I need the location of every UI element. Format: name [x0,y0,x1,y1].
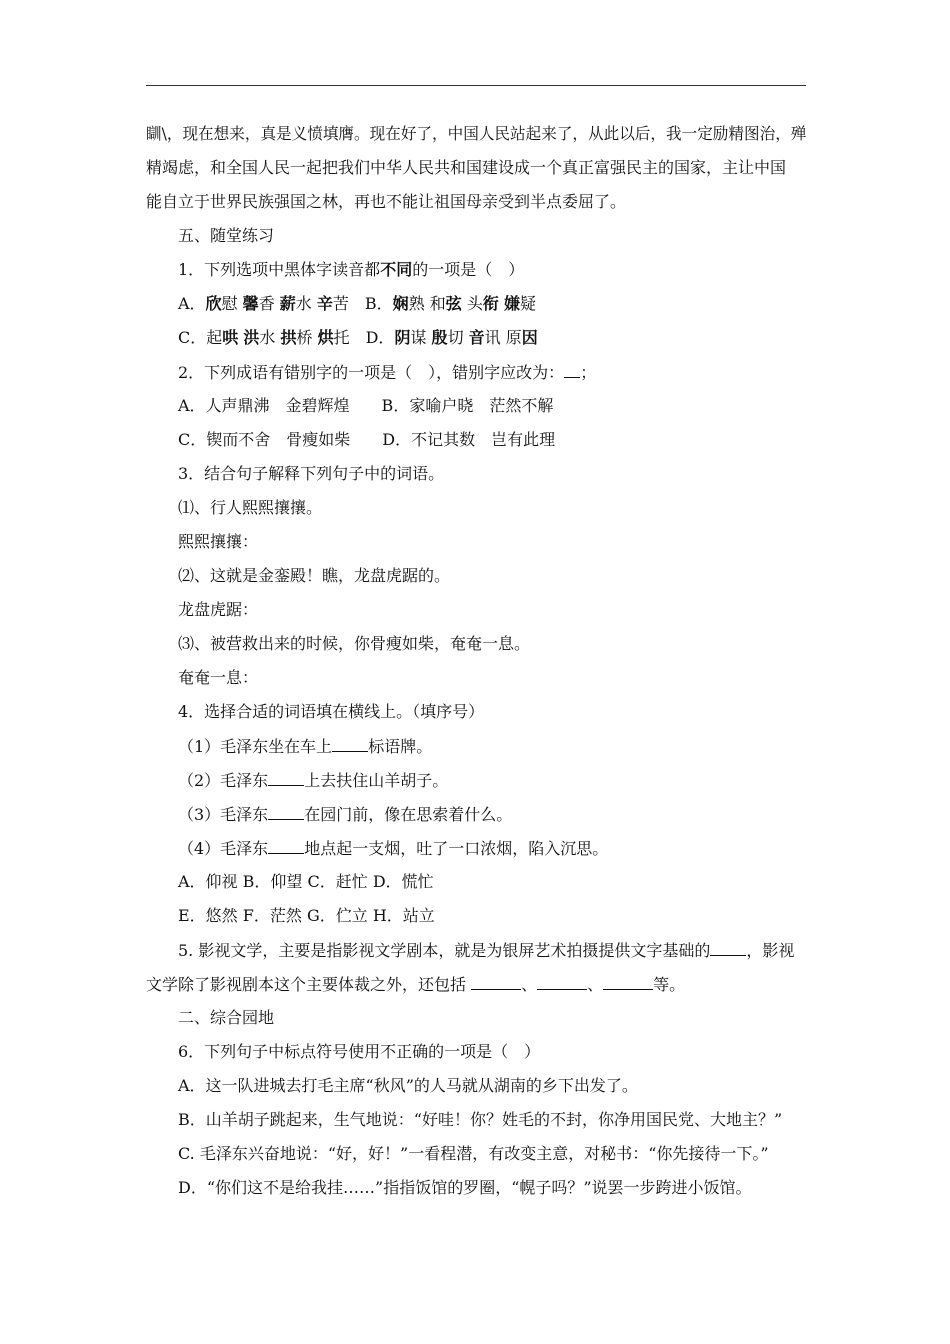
q4-blank-1[interactable] [332,734,368,752]
section-heading-2: 二、综合园地 [178,1008,275,1027]
q5-text: 5. 影视文学，主要是指影视文学剧本，就是为银屏艺术拍摄提供文字基础的 [178,941,711,960]
q4-item-text: （2）毛泽东 [178,771,269,790]
q3-word-3: 奄奄一息： [178,668,259,687]
q3-sentence-2: ⑵、这就是金銮殿！瞧，龙盘虎踞的。 [178,566,451,585]
q4-item-text: （4）毛泽东 [178,839,269,858]
q4-blank-4[interactable] [268,836,304,854]
q2-stem [178,360,596,384]
q1-text: 疑 [520,294,537,313]
q1-bold-char: 阴 [394,328,411,347]
q1-bold-char: 娴 [392,294,409,313]
q1-bold-char: 拱 [280,328,297,347]
q5-separator: 、 [521,975,538,994]
q5-separator: 、 [587,975,604,994]
q3-sentence-1: ⑴、行人熙熙攘攘。 [178,498,323,517]
q1-text: 慰 [221,294,243,313]
q4-item-3 [178,802,512,826]
q1-text: 切 [447,328,469,347]
passage-line-2: 精竭虑，和全国人民一起把我们中华人民共和国建设成一个真正富强民主的国家，主让中国 [146,158,787,177]
q1-bold-char: 因 [521,328,538,347]
q1-stem-start: 1．下列选项中黑体字读音都 [178,260,381,279]
q4-item-2 [178,768,448,792]
q1-bold-char: 薪 [279,294,296,313]
q1-bold-char: 衔 [482,294,499,313]
q5-text: 文学除了影视剧本这个主要体裁之外，还包括 [146,975,472,994]
section-heading-5: 五、随堂练习 [178,226,275,245]
q6-option-d: D．“你们这不是给我挂……”指指饭馆的罗圈，“幌子吗？”说罢一步跨进小饭馆。 [178,1178,752,1197]
q4-item-text: 在园门前，像在思索着什么。 [304,805,513,824]
q1-text: 苦 B． [332,294,393,313]
q1-bold-char: 弦 [445,294,462,313]
q1-text: 桥 [296,328,318,347]
q1-text: 谋 [410,328,432,347]
q4-item-4 [178,836,608,860]
q5-line-2 [146,972,685,996]
q4-options-a-d: A．仰视 B．仰望 C．赶忙 D．慌忙 [178,872,434,891]
q3-sentence-3: ⑶、被营救出来的时候，你骨瘦如柴，奄奄一息。 [178,634,531,653]
q4-item-text: （1）毛泽东坐在车上 [178,737,333,756]
q5-blank-4[interactable] [603,972,653,990]
q1-stem [178,258,524,282]
q2-answer-blank[interactable] [564,360,580,378]
q6-option-c: C. 毛泽东兴奋地说：“好，好！”一看程潜，有改变主意，对秘书：“你先接待一下。” [178,1144,769,1163]
q4-blank-3[interactable] [268,802,304,820]
q2-options-cd: C．锲而不舍 骨瘦如柴 D．不记其数 岂有此理 [178,430,556,449]
q5-text: ，影视 [746,941,795,960]
q1-bold-char: 音 [468,328,485,347]
q5-text: 等。 [653,975,686,994]
q3-word-2: 龙盘虎踞： [178,600,259,619]
q4-item-text: 地点起一支烟，吐了一口浓烟，陷入沉思。 [304,839,609,858]
q1-bold-char: 哄 [222,328,239,347]
q1-text: C．起 [178,328,223,347]
q2-stem-end: ； [580,363,597,382]
q1-bold-char: 洪 [243,328,260,347]
q4-options-e-h: E．悠然 F．茫然 G．伫立 H．站立 [178,906,435,925]
q1-options-cd [178,326,538,350]
q1-bold-char: 嫌 [504,294,521,313]
q1-bold-char: 殷 [431,328,448,347]
q4-item-text: 标语牌。 [368,737,433,756]
q1-stem-bold: 不同 [380,260,413,279]
q5-blank-1[interactable] [710,938,746,956]
q5-blank-3[interactable] [537,972,587,990]
q2-options-ab: A．人声鼎沸 金碧辉煌 B．家喻户晓 茫然不解 [178,396,554,415]
q4-stem: 4．选择合适的词语填在横线上。（填序号） [178,702,485,721]
q5-blank-2[interactable] [471,972,521,990]
q1-text: 香 [258,294,280,313]
q1-bold-char: 辛 [316,294,333,313]
passage-line-1: 瞓\，现在想来，真是义愤填膺。现在好了，中国人民站起来了，从此以后，我一定励精图治，殚 [146,124,807,143]
q3-stem: 3．结合句子解释下列句子中的词语。 [178,464,445,483]
q4-item-text: （3）毛泽东 [178,805,269,824]
q6-option-a: A．这一队进城去打毛主席“秋风”的人马就从湖南的乡下出发了。 [178,1076,638,1095]
q1-text: 水 [295,294,317,313]
q4-item-1 [178,734,432,758]
q1-bold-char: 欣 [205,294,222,313]
q1-text: 水 [259,328,281,347]
q1-text: A． [178,294,206,313]
passage-line-3: 能自立于世界民族强国之林，再也不能让祖国母亲受到半点委屈了。 [146,192,627,211]
q1-stem-end: 的一项是（ ） [412,260,525,279]
q1-bold-char: 烘 [317,328,334,347]
q2-stem-text: 2．下列成语有错别字的一项是（ ），错别字应改为： [178,363,565,382]
q3-word-1: 熙熙攘攘： [178,532,259,551]
q6-stem: 6．下列句子中标点符号使用不正确的一项是（ ） [178,1042,541,1061]
q1-bold-char: 馨 [242,294,259,313]
q4-blank-2[interactable] [268,768,304,786]
header-rule [146,85,806,86]
q1-text: 讯 原 [484,328,522,347]
q6-option-b: B．山羊胡子跳起来，生气地说：“好哇！你？姓毛的不封，你净用国民党、大地主？” [178,1110,783,1129]
q1-text: 头 [461,294,483,313]
q1-options-ab [178,292,536,316]
q1-text: 托 D． [333,328,395,347]
q1-text: 熟 和 [408,294,446,313]
q5-line-1 [178,938,794,962]
q4-item-text: 上去扶住山羊胡子。 [304,771,449,790]
